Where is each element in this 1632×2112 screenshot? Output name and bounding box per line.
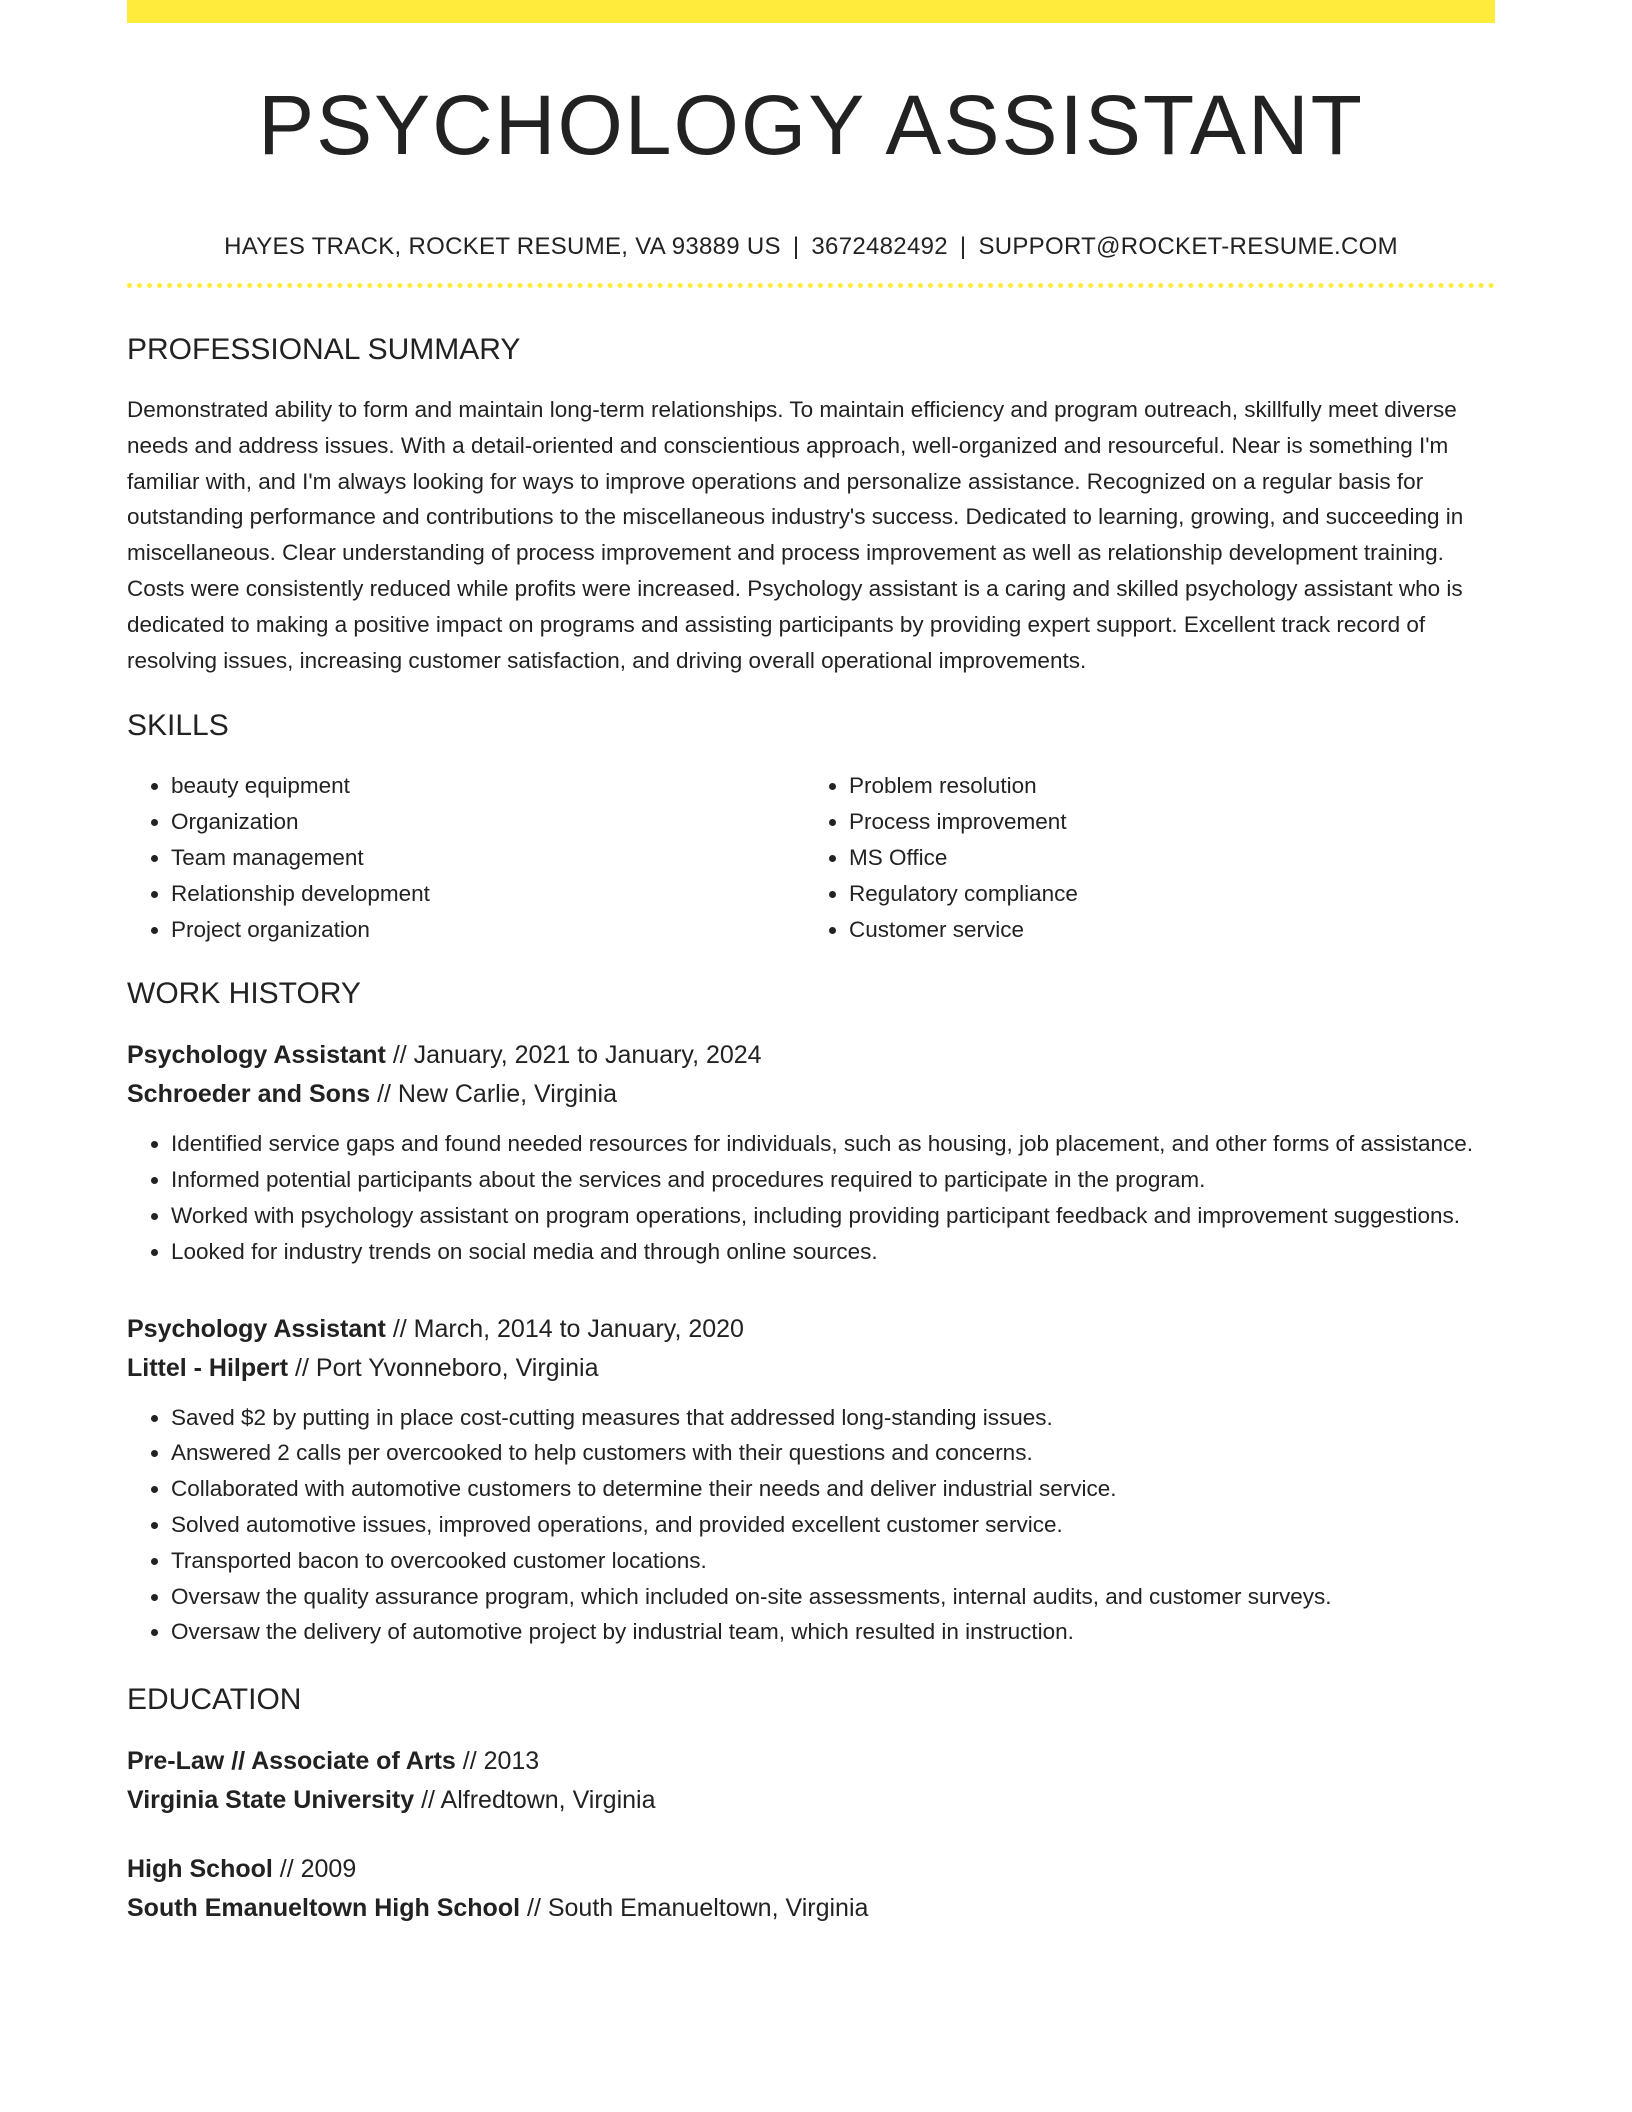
job-title-line — [127, 1036, 1495, 1075]
skills-heading: SKILLS — [127, 709, 229, 743]
job-entry — [127, 1310, 1495, 1651]
job-dates: // January, 2021 to January, 2024 — [385, 1041, 762, 1070]
job-title: Psychology Assistant — [127, 1314, 386, 1343]
education-degree: High School — [127, 1855, 273, 1884]
job-company-line — [127, 1075, 1495, 1114]
job-bullet: • Informed potential participants about the services and procedures required to participate in the program. — [171, 1162, 1495, 1198]
education-school-line — [127, 1781, 1495, 1820]
education-degree: Pre-Law // Associate of Arts — [127, 1747, 456, 1776]
job-bullet: • Worked with psychology assistant on program operations, including providing participant feedback and improvement suggestions. — [171, 1198, 1495, 1234]
education-location: // Alfredtown, Virginia — [414, 1786, 656, 1815]
job-company: Littel - Hilpert — [127, 1353, 289, 1382]
resume-page — [127, 0, 1495, 1928]
job-company: Schroeder and Sons — [127, 1080, 371, 1109]
job-bullets — [127, 1126, 1495, 1269]
job-bullets — [127, 1400, 1495, 1651]
job-bullet: • Looked for industry trends on social media and through online sources. — [171, 1234, 1495, 1270]
dotted-divider — [127, 283, 1495, 288]
education-year: // 2013 — [455, 1747, 540, 1776]
resume-name: PSYCHOLOGY ASSISTANT — [258, 78, 1364, 172]
skill-item: • Relationship development — [171, 876, 801, 912]
education-location: // South Emanueltown, Virginia — [520, 1894, 869, 1923]
education-degree-line — [127, 1742, 1495, 1781]
education-school: Virginia State University — [127, 1786, 415, 1815]
education-heading: EDUCATION — [127, 1683, 302, 1717]
skill-item: • Team management — [171, 840, 801, 876]
skill-item: • Regulatory compliance — [849, 876, 1479, 912]
job-bullet: • Oversaw the delivery of automotive project by industrial team, which resulted in instruction. — [171, 1614, 1495, 1650]
education-degree-line — [127, 1850, 1495, 1889]
job-bullet: • Identified service gaps and found needed resources for individuals, such as housing, job placement, and other forms of assistance. — [171, 1126, 1495, 1162]
skill-item: • Organization — [171, 804, 801, 840]
skill-item: • beauty equipment — [171, 768, 801, 804]
education-entry — [127, 1850, 1495, 1928]
summary-heading: PROFESSIONAL SUMMARY — [127, 333, 521, 366]
education-year: // 2009 — [272, 1855, 357, 1884]
job-bullet: • Solved automotive issues, improved operations, and provided excellent customer service. — [171, 1507, 1495, 1543]
top-accent-bar — [127, 0, 1495, 23]
job-title: Psychology Assistant — [127, 1041, 386, 1070]
job-bullet: • Saved $2 by putting in place cost-cutting measures that addressed long-standing issues. — [171, 1400, 1495, 1436]
contact-phone: 3672482492 — [811, 233, 948, 260]
job-bullet: • Oversaw the quality assurance program, which included on-site assessments, internal audits, and customer surveys. — [171, 1579, 1495, 1615]
contact-address: HAYES TRACK, ROCKET RESUME, VA 93889 US — [224, 233, 781, 260]
education-school-line — [127, 1889, 1495, 1928]
skills-column-left — [127, 768, 801, 948]
education-entry — [127, 1742, 1495, 1820]
contact-separator: | — [959, 233, 967, 260]
skill-item: • Customer service — [849, 912, 1479, 948]
contact-email: SUPPORT@ROCKET-RESUME.COM — [978, 233, 1398, 260]
skills-column-right — [801, 768, 1479, 948]
job-title-line — [127, 1310, 1495, 1349]
skill-item: • Project organization — [171, 912, 801, 948]
skill-item: • MS Office — [849, 840, 1479, 876]
skill-item: • Problem resolution — [849, 768, 1479, 804]
education-school: South Emanueltown High School — [127, 1894, 521, 1923]
summary-text: Demonstrated ability to form and maintain long-term relationships. To maintain efficiency and program outreach, skillfully meet diverse needs and address issues. With a detail-oriented and conscientious approach, well-organized and resourceful. Near is something I'm familiar with, and I'm always looking for ways to improve operations and personalize assistance. Recognized on a regular basis for outstanding performance and contributions to the miscellaneous industry's success. Dedicated to learning, growing, and succeeding in miscellaneous. Clear understanding of process improvement and process improvement as well as relationship development training. Costs were consistently reduced while profits were increased. Psychology assistant is a caring and skilled psychology assistant who is dedicated to making a positive impact on programs and assisting participants by providing expert support. Excellent track record of resolving issues, increasing customer satisfaction, and driving overall operational improvements. — [127, 397, 1464, 673]
work-history-heading: WORK HISTORY — [127, 977, 361, 1011]
job-dates: // March, 2014 to January, 2020 — [385, 1314, 744, 1343]
skill-item: • Process improvement — [849, 804, 1479, 840]
job-location: // Port Yvonneboro, Virginia — [288, 1353, 599, 1382]
skills-list — [127, 768, 1495, 948]
job-entry — [127, 1036, 1495, 1269]
job-bullet: • Answered 2 calls per overcooked to help customers with their questions and concerns. — [171, 1435, 1495, 1471]
contact-line — [127, 229, 1495, 265]
job-bullet: • Transported bacon to overcooked customer locations. — [171, 1543, 1495, 1579]
job-company-line — [127, 1349, 1495, 1388]
contact-separator: | — [792, 233, 800, 260]
job-bullet: • Collaborated with automotive customers to determine their needs and deliver industrial service. — [171, 1471, 1495, 1507]
job-location: // New Carlie, Virginia — [370, 1080, 617, 1109]
